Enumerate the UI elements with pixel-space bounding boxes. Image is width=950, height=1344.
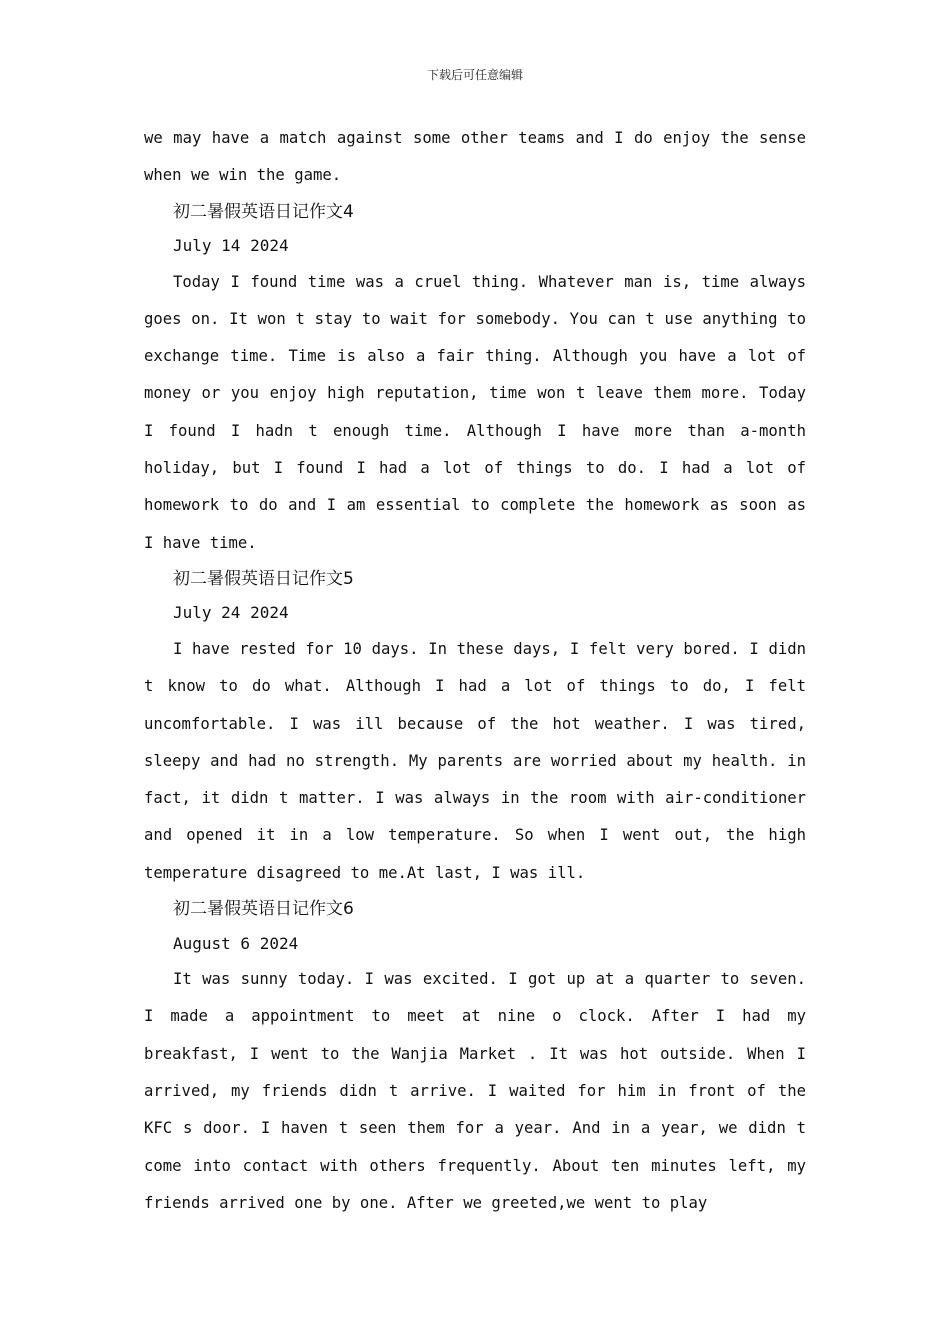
entry-body-5: I have rested for 10 days. In these days, I felt very bored. I didn t know to do what. Although I had a lot of things to do, I felt uncomfortable. I was ill because of the hot weather. I was tired, sleepy and had no strength. My parents are worried about my health. in fact, it didn t matter. I was always in the room with air-conditioner and opened it in a low temperature. So when I went out, the high temperature disagreed to me.At last, I was ill. (144, 639, 806, 882)
paragraph-continuation: we may have a match against some other teams and I do enjoy the sense when we win the game. (144, 129, 806, 185)
entry-heading-4: 初二暑假英语日记作文4 (173, 201, 354, 222)
entry-date-4: July 14 2024 (173, 236, 289, 256)
entry-date-5: July 24 2024 (173, 603, 289, 623)
entry-heading-6: 初二暑假英语日记作文6 (173, 899, 354, 920)
page-header: 下载后可任意编辑 (426, 68, 523, 82)
document-body (144, 120, 806, 1222)
entry-body-4: Today I found time was a cruel thing. Whatever man is, time always goes on. It won t stay to wait for somebody. You can t use anything to exchange time. Time is also a fair thing. Although you have a lot of money or you enjoy high reputation, time won t leave them more. Today I found I hadn t enough time. Although I have more than a-month holiday, but I found I had a lot of things to do. I had a lot of homework to do and I am essential to complete the homework as soon as I have time. (144, 272, 806, 552)
entry-heading-5: 初二暑假英语日记作文5 (173, 568, 354, 589)
entry-date-6: August 6 2024 (173, 933, 299, 953)
entry-body-6: It was sunny today. I was excited. I got up at a quarter to seven. I made a appointment to meet at nine o clock. After I had my breakfast, I went to the Wanjia Market . It was hot outside. When I arrived, my friends didn t arrive. I waited for him in front of the KFC s door. I haven t seen them for a year. And in a year, we didn t come into contact with others frequently. About ten minutes left, my friends arrived one by one. After we greeted,we went to play (144, 970, 806, 1212)
